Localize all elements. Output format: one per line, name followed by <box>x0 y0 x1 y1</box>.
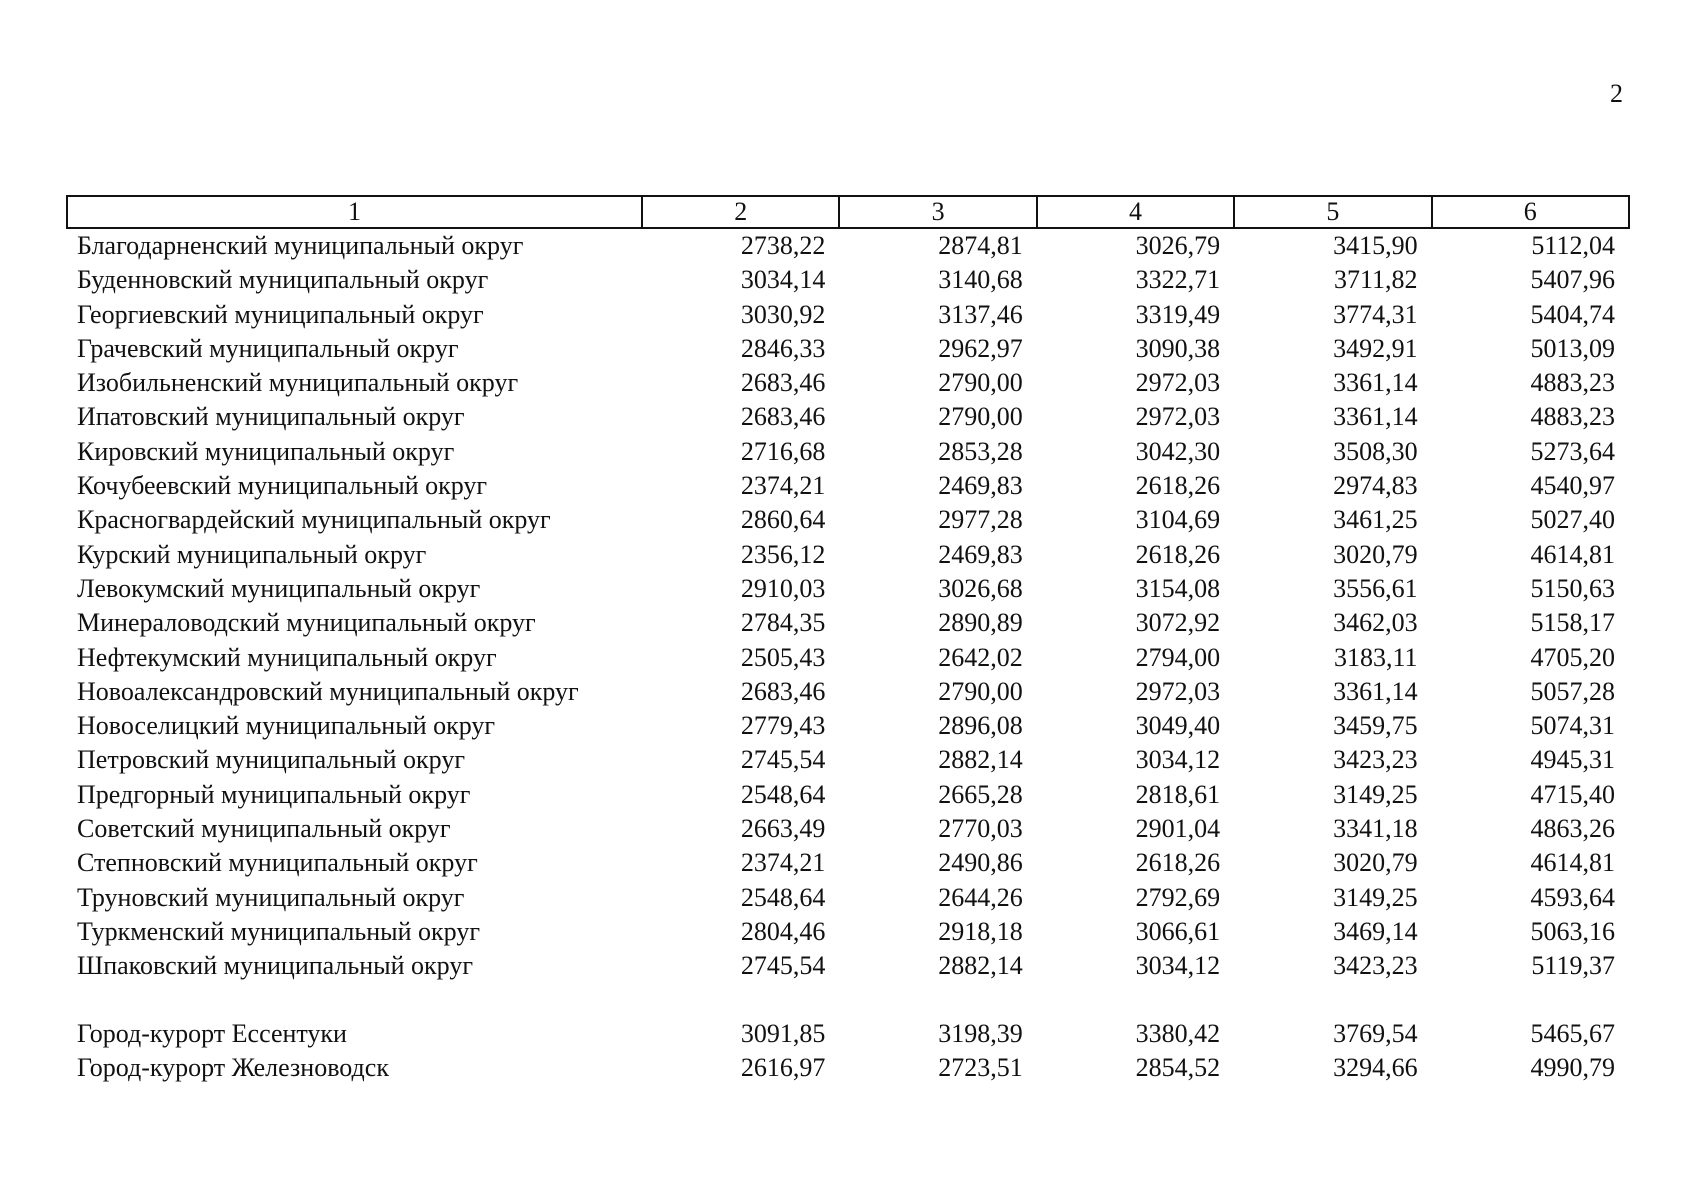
table-row <box>67 743 1629 777</box>
value-cell-col-5: 3149,25 <box>1333 779 1418 809</box>
value-cell-col-5: 3556,61 <box>1333 573 1418 603</box>
value-cell-col-3: 2665,28 <box>938 779 1023 809</box>
value-cell-col-4: 2972,03 <box>1135 368 1221 398</box>
value-cell-col-5: 3459,75 <box>1333 711 1418 741</box>
table-row <box>67 435 1629 469</box>
value-cell-col-5: 3711,82 <box>1334 265 1418 295</box>
district-name-cell: Туркменский муниципальный округ <box>77 916 480 946</box>
value-cell-col-4: 3322,71 <box>1135 265 1221 295</box>
table-row <box>67 641 1629 675</box>
table-row <box>67 675 1629 709</box>
value-cell-col-3: 3198,39 <box>938 1018 1023 1048</box>
value-cell-col-3: 2469,83 <box>938 539 1023 569</box>
value-cell-col-6: 5150,63 <box>1530 573 1615 603</box>
value-cell-col-4: 3319,49 <box>1135 299 1221 329</box>
value-cell-col-4: 3026,79 <box>1135 231 1221 260</box>
value-cell-col-3: 2853,28 <box>938 436 1023 466</box>
value-cell-col-4: 2972,03 <box>1135 402 1221 432</box>
value-cell-col-2: 2738,22 <box>740 231 826 260</box>
district-name-cell: Курский муниципальный округ <box>77 539 427 569</box>
value-cell-col-4: 3104,69 <box>1135 505 1221 535</box>
value-cell-col-2: 2804,46 <box>740 916 826 946</box>
value-cell-col-5: 3361,14 <box>1333 368 1418 398</box>
district-name-cell: Кочубеевский муниципальный округ <box>77 471 488 501</box>
value-cell-col-6: 4614,81 <box>1530 539 1615 569</box>
value-cell-col-6: 4863,26 <box>1530 814 1615 844</box>
value-cell-col-6: 4883,23 <box>1530 402 1615 432</box>
value-cell-col-6: 5158,17 <box>1530 608 1615 638</box>
value-cell-col-5: 3462,03 <box>1333 608 1418 638</box>
value-cell-col-5: 3294,66 <box>1333 1052 1418 1082</box>
value-cell-col-5: 3423,23 <box>1333 951 1418 981</box>
value-cell-col-5: 3423,23 <box>1333 745 1418 775</box>
table-row <box>67 881 1629 915</box>
value-cell-col-3: 2644,26 <box>938 882 1023 912</box>
district-name-cell: Петровский муниципальный округ <box>77 745 465 775</box>
data-table <box>66 195 1630 1085</box>
district-name-cell: Шпаковский муниципальный округ <box>77 951 473 981</box>
value-cell-col-5: 3508,30 <box>1333 436 1418 466</box>
value-cell-col-6: 4705,20 <box>1530 642 1615 672</box>
value-cell-col-5: 3461,25 <box>1333 505 1418 535</box>
value-cell-col-2: 2548,64 <box>740 882 826 912</box>
value-cell-col-4: 3049,40 <box>1135 711 1221 741</box>
value-cell-col-6: 5112,04 <box>1531 231 1615 260</box>
value-cell-col-3: 3026,68 <box>938 573 1023 603</box>
value-cell-col-2: 2683,46 <box>740 368 826 398</box>
value-cell-col-3: 2790,00 <box>938 368 1023 398</box>
value-cell-col-3: 2882,14 <box>938 745 1023 775</box>
value-cell-col-4: 2901,04 <box>1135 814 1221 844</box>
district-name-cell: Степновский муниципальный округ <box>77 848 478 878</box>
table-header <box>67 196 1629 228</box>
value-cell-col-4: 3090,38 <box>1135 333 1221 363</box>
value-cell-col-2: 2356,12 <box>740 539 826 569</box>
value-cell-col-4: 2618,26 <box>1135 539 1221 569</box>
value-cell-col-3: 2882,14 <box>938 951 1023 981</box>
value-cell-col-4: 3380,42 <box>1135 1018 1221 1048</box>
value-cell-col-4: 3066,61 <box>1135 916 1221 946</box>
value-cell-col-6: 5013,09 <box>1530 333 1615 363</box>
table-row <box>67 606 1629 640</box>
value-cell-col-6: 5119,37 <box>1531 951 1615 981</box>
table-row <box>67 400 1629 434</box>
value-cell-col-5: 3020,79 <box>1333 848 1418 878</box>
table-row <box>67 1017 1629 1051</box>
value-cell-col-6: 5057,28 <box>1530 676 1615 706</box>
value-cell-col-2: 2716,68 <box>740 436 826 466</box>
value-cell-col-3: 2962,97 <box>938 333 1023 363</box>
table-row <box>67 469 1629 503</box>
value-cell-col-5: 3361,14 <box>1333 676 1418 706</box>
value-cell-col-3: 3137,46 <box>938 299 1023 329</box>
spacer-row <box>67 984 1629 1017</box>
value-cell-col-3: 2723,51 <box>938 1052 1023 1082</box>
value-cell-col-5: 3361,14 <box>1333 402 1418 432</box>
table-row <box>67 1051 1629 1085</box>
value-cell-col-3: 2918,18 <box>938 916 1023 946</box>
value-cell-col-3: 3140,68 <box>938 265 1023 295</box>
value-cell-col-6: 5074,31 <box>1530 711 1615 741</box>
value-cell-col-4: 2792,69 <box>1135 882 1221 912</box>
value-cell-col-5: 3469,14 <box>1333 916 1418 946</box>
value-cell-col-6: 4990,79 <box>1530 1052 1615 1082</box>
value-cell-col-3: 2896,08 <box>938 711 1023 741</box>
value-cell-col-6: 5273,64 <box>1530 436 1615 466</box>
district-name-cell: Советский муниципальный округ <box>77 814 451 844</box>
value-cell-col-2: 2779,43 <box>740 711 826 741</box>
table-row <box>67 503 1629 537</box>
table-row <box>67 538 1629 572</box>
tariff-table <box>66 195 1628 1085</box>
value-cell-col-4: 2818,61 <box>1135 779 1221 809</box>
value-cell-col-5: 3020,79 <box>1333 539 1418 569</box>
value-cell-col-2: 2616,97 <box>740 1052 826 1082</box>
header-row <box>67 196 1629 228</box>
column-header-2: 2 <box>642 196 839 228</box>
district-name-cell: Грачевский муниципальный округ <box>77 333 459 363</box>
value-cell-col-6: 4883,23 <box>1530 368 1615 398</box>
value-cell-col-2: 2374,21 <box>740 471 826 501</box>
table-row <box>67 846 1629 880</box>
value-cell-col-4: 3154,08 <box>1135 573 1221 603</box>
value-cell-col-2: 2505,43 <box>740 642 826 672</box>
table-row <box>67 298 1629 332</box>
value-cell-col-6: 5027,40 <box>1530 505 1615 535</box>
value-cell-col-3: 2890,89 <box>938 608 1023 638</box>
value-cell-col-5: 2974,83 <box>1333 471 1418 501</box>
value-cell-col-3: 2490,86 <box>938 848 1023 878</box>
column-header-1: 1 <box>67 196 642 228</box>
value-cell-col-4: 3034,12 <box>1135 951 1221 981</box>
value-cell-col-6: 5465,67 <box>1530 1018 1615 1048</box>
district-name-cell: Изобильненский муниципальный округ <box>77 368 519 398</box>
table-row <box>67 572 1629 606</box>
value-cell-col-2: 2745,54 <box>740 745 826 775</box>
value-cell-col-2: 2784,35 <box>740 608 826 638</box>
district-name-cell: Нефтекумский муниципальный округ <box>77 642 497 672</box>
column-header-6: 6 <box>1432 196 1629 228</box>
table-row <box>67 263 1629 297</box>
value-cell-col-5: 3183,11 <box>1334 642 1418 672</box>
value-cell-col-4: 2854,52 <box>1135 1052 1221 1082</box>
value-cell-col-5: 3149,25 <box>1333 882 1418 912</box>
table-row <box>67 366 1629 400</box>
value-cell-col-6: 4593,64 <box>1530 882 1615 912</box>
value-cell-col-2: 2910,03 <box>740 573 826 603</box>
district-name-cell: Георгиевский муниципальный округ <box>77 299 484 329</box>
value-cell-col-6: 5404,74 <box>1530 299 1615 329</box>
value-cell-col-5: 3769,54 <box>1333 1018 1418 1048</box>
value-cell-col-3: 2642,02 <box>938 642 1023 672</box>
district-name-cell: Предгорный муниципальный округ <box>77 779 471 809</box>
table-row <box>67 709 1629 743</box>
value-cell-col-3: 2770,03 <box>938 814 1023 844</box>
value-cell-col-6: 5407,96 <box>1530 265 1615 295</box>
district-name-cell: Буденновский муниципальный округ <box>77 265 489 295</box>
column-header-4: 4 <box>1037 196 1234 228</box>
page-number: 2 <box>1610 79 1623 108</box>
value-cell-col-2: 2846,33 <box>740 333 826 363</box>
value-cell-col-4: 3042,30 <box>1135 436 1221 466</box>
value-cell-col-6: 5063,16 <box>1530 916 1615 946</box>
district-name-cell: Кировский муниципальный округ <box>77 436 455 466</box>
value-cell-col-2: 3034,14 <box>740 265 826 295</box>
district-name-cell: Город-курорт Ессентуки <box>77 1018 347 1048</box>
spacer-cell <box>67 984 1629 1017</box>
column-header-3: 3 <box>839 196 1036 228</box>
district-name-cell: Левокумский муниципальный округ <box>77 573 481 603</box>
value-cell-col-6: 4715,40 <box>1530 779 1615 809</box>
value-cell-col-4: 2618,26 <box>1135 471 1221 501</box>
district-name-cell: Новоалександровский муниципальный округ <box>77 676 579 706</box>
district-name-cell: Благодарненский муниципальный округ <box>77 231 524 260</box>
district-name-cell: Город-курорт Железноводск <box>77 1052 389 1082</box>
value-cell-col-4: 2794,00 <box>1135 642 1221 672</box>
value-cell-col-3: 2790,00 <box>938 676 1023 706</box>
value-cell-col-2: 2860,64 <box>740 505 826 535</box>
value-cell-col-4: 3072,92 <box>1135 608 1221 638</box>
district-name-cell: Ипатовский муниципальный округ <box>77 402 465 432</box>
district-name-cell: Минераловодский муниципальный округ <box>77 608 536 638</box>
table-row <box>67 332 1629 366</box>
value-cell-col-3: 2469,83 <box>938 471 1023 501</box>
district-name-cell: Новоселицкий муниципальный округ <box>77 711 496 741</box>
column-header-5: 5 <box>1234 196 1431 228</box>
value-cell-col-2: 2374,21 <box>740 848 826 878</box>
value-cell-col-2: 2548,64 <box>740 779 826 809</box>
district-name-cell: Красногвардейский муниципальный округ <box>77 505 551 535</box>
value-cell-col-6: 4540,97 <box>1530 471 1615 501</box>
value-cell-col-2: 2683,46 <box>740 402 826 432</box>
table-body <box>67 228 1629 1085</box>
value-cell-col-5: 3415,90 <box>1333 231 1418 260</box>
value-cell-col-5: 3492,91 <box>1333 333 1418 363</box>
table-row <box>67 778 1629 812</box>
value-cell-col-2: 3030,92 <box>740 299 826 329</box>
value-cell-col-3: 2874,81 <box>938 231 1023 260</box>
value-cell-col-5: 3774,31 <box>1333 299 1418 329</box>
table-row <box>67 949 1629 983</box>
value-cell-col-2: 2663,49 <box>740 814 826 844</box>
value-cell-col-6: 4945,31 <box>1530 745 1615 775</box>
district-name-cell: Труновский муниципальный округ <box>77 882 465 912</box>
value-cell-col-2: 2745,54 <box>740 951 826 981</box>
table-row <box>67 228 1629 263</box>
value-cell-col-3: 2977,28 <box>938 505 1023 535</box>
value-cell-col-4: 2972,03 <box>1135 676 1221 706</box>
value-cell-col-3: 2790,00 <box>938 402 1023 432</box>
value-cell-col-2: 2683,46 <box>740 676 826 706</box>
table-row <box>67 812 1629 846</box>
table-row <box>67 915 1629 949</box>
value-cell-col-4: 2618,26 <box>1135 848 1221 878</box>
value-cell-col-2: 3091,85 <box>740 1018 826 1048</box>
value-cell-col-5: 3341,18 <box>1333 814 1418 844</box>
value-cell-col-4: 3034,12 <box>1135 745 1221 775</box>
value-cell-col-6: 4614,81 <box>1530 848 1615 878</box>
